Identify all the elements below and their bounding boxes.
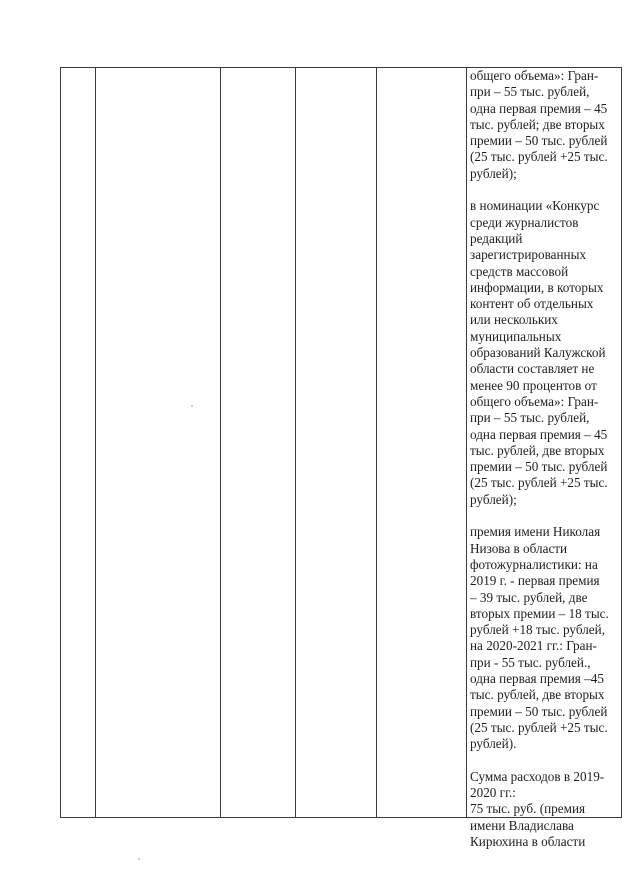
column-border-2	[95, 67, 96, 818]
scan-speck	[191, 405, 193, 407]
column-border-4	[295, 67, 296, 818]
budget-table	[60, 67, 622, 849]
column-border-5	[376, 67, 377, 818]
paragraph-prize-general: общего объема»: Гран- при – 55 тыс. рублей, одна первая премия – 45 тыс. рублей; две вторых премии – 50 тыс. рублей (25 тыс. рублей +25 тыс. рублей);	[470, 68, 608, 181]
column-border-1	[60, 67, 61, 818]
column-border-3	[220, 67, 221, 818]
scan-speck	[138, 858, 140, 860]
paragraph-expenses-sum: Сумма расходов в 2019- 2020 гг.: 75 тыс. руб. (премия имени Владислава Кирюхина в области	[470, 768, 605, 849]
column-border-7	[621, 67, 622, 818]
paragraph-prize-nizov: премия имени Николая Низова в области фотожурналистики: на 2019 г. - первая премия – 39 тыс. рублей, две вторых премии – 18 тыс. рублей +18 тыс. рублей, на 2020-2021 гг.: Гран- при - 55 тыс. рублей., одна первая премия –45 тыс. рублей, две вторых премии – 50 тыс. рублей (25 тыс. рублей +25 тыс. рублей).	[470, 524, 609, 752]
last-column-cell	[470, 68, 620, 850]
paragraph-nomination-municipal: в номинации «Конкурс среди журналистов редакций зарегистрированных средств массовой информации, в которых контент об отдельных или нескольких муниципальных образований Калужской области составляет не менее 90 процентов от общего объема»: Гран- при – 55 тыс. рублей, одна первая премия – 45 тыс. рублей, две вторых премии – 50 тыс. рублей (25 тыс. рублей +25 тыс. рублей);	[470, 198, 608, 507]
column-border-6	[466, 67, 467, 818]
